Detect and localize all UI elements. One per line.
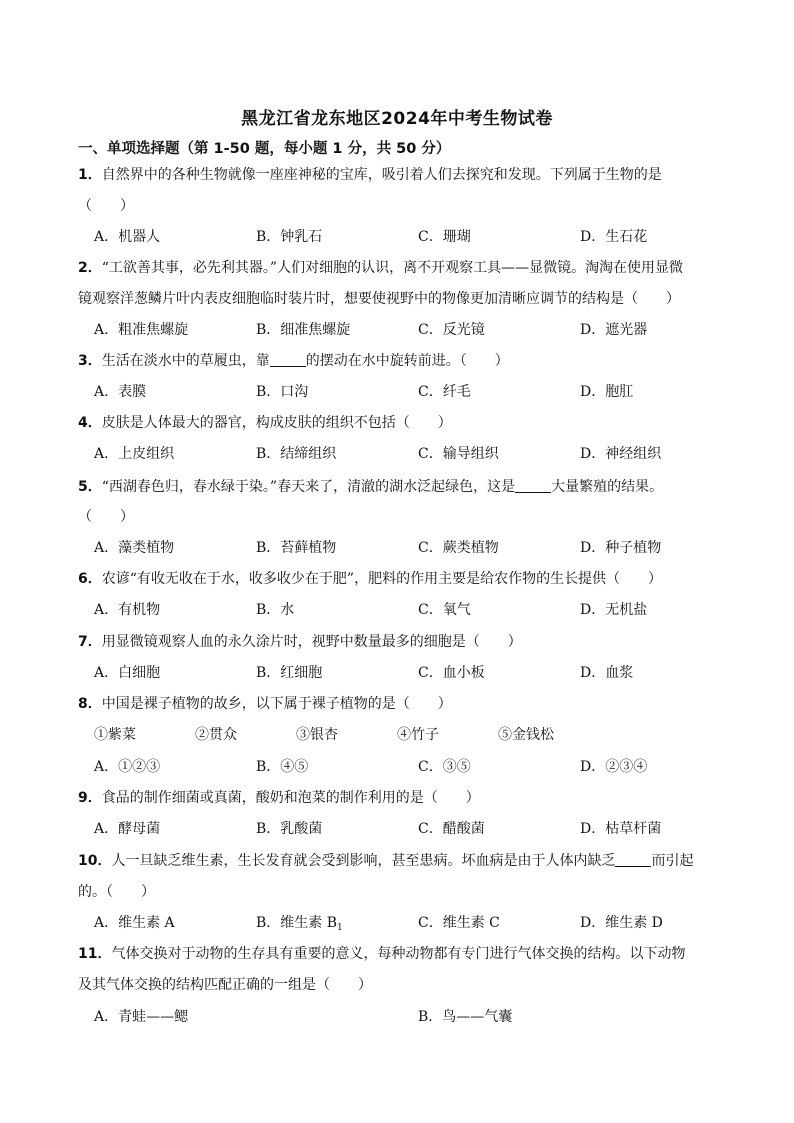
question-3 [78,351,509,371]
options-row [94,227,734,247]
question-5 [78,477,663,497]
question-text-cont: （ ） [78,198,134,214]
option-a[interactable]: A．上皮组织 [94,446,175,462]
option-b[interactable]: B．细准焦螺旋 [256,322,351,338]
question-number: 3． [78,353,102,369]
option-c[interactable]: C．珊瑚 [418,229,471,245]
question-number: 10． [78,853,112,869]
option-c[interactable]: C．氧气 [418,602,471,618]
options-row [94,913,734,933]
plant-items-row [94,725,734,745]
question-text: 农谚“有收无收在于水，收多收少在于肥”，肥料的作用主要是给农作物的生长提供（ ） [101,571,663,587]
plant-item: ⑤金钱松 [498,727,554,743]
question-text: 生活在淡水中的草履虫，靠 [101,353,270,369]
question-text: 的摆动在水中旋转前进。（ ） [305,353,509,369]
option-a[interactable]: A．①②③ [94,759,161,775]
plant-item: ②贯众 [195,727,237,743]
option-b[interactable]: B．乳酸菌 [256,821,323,837]
option-b[interactable]: B．结缔组织 [256,446,337,462]
page-title: 黑龙江省龙东地区2024年中考生物试卷 [241,109,553,129]
question-text: 皮肤是人体最大的器官，构成皮肤的组织不包括（ ） [101,415,452,431]
subscript: 1 [337,923,343,933]
question-text-cont: 及其气体交换的结构匹配正确的一组是（ ） [78,977,372,993]
options-row [94,1007,734,1027]
plant-item: ①紫菜 [94,727,136,743]
option-c[interactable]: C．蕨类植物 [418,540,499,556]
option-a[interactable]: A．藻类植物 [94,540,175,556]
option-c[interactable]: C．醋酸菌 [418,821,485,837]
option-a[interactable]: A．粗准焦螺旋 [94,322,189,338]
answer-blank [515,478,551,493]
question-number: 5． [78,479,102,495]
question-text: 气体交换对于动物的生存具有重要的意义，每种动物都有专门进行气体交换的结构。以下动物 [111,946,686,962]
option-d[interactable]: D．②③④ [580,759,648,775]
option-d[interactable]: D．神经组织 [580,446,662,462]
question-4 [78,413,452,433]
question-text-cont: 镜观察洋葱鳞片叶内表皮细胞临时装片时，想要使视野中的物像更加清晰应调节的结构是（ ） [78,291,680,307]
option-c[interactable]: C．③⑤ [418,759,471,775]
question-number: 8． [78,696,102,712]
question-text: 用显微镜观察人血的永久涂片时，视野中数量最多的细胞是（ ） [101,634,522,650]
question-number: 1． [78,167,102,183]
option-c[interactable]: C．反光镜 [418,322,485,338]
option-b-text: B．维生素 B [256,915,338,931]
answer-blank [615,852,651,867]
question-text: “西湖春色归，春水绿于染。”春天来了，清澈的湖水泛起绿色，这是 [101,479,516,495]
question-text-cont: （ ） [78,509,134,525]
option-b[interactable]: B．苔藓植物 [256,540,337,556]
option-a[interactable]: A．有机物 [94,602,161,618]
question-number: 2． [78,260,102,276]
option-c[interactable]: C．维生素 C [418,915,500,931]
option-d[interactable]: D．胞肛 [580,384,634,400]
option-a[interactable]: A．机器人 [94,229,161,245]
option-d[interactable]: D．血浆 [580,665,634,681]
question-text: 人一旦缺乏维生素，生长发育就会受到影响，甚至患病。坏血病是由于人体内缺乏 [111,853,616,869]
question-text: 食品的制作细菌或真菌，酸奶和泡菜的制作利用的是（ ） [101,790,480,806]
plant-item: ③银杏 [296,727,338,743]
question-text: 而引起 [651,853,694,869]
question-text: 自然界中的各种生物就像一座座神秘的宝库，吸引着人们去探究和发现。下列属于生物的是 [101,167,662,183]
question-number: 4． [78,415,102,431]
plant-item: ④竹子 [397,727,439,743]
question-text: 大量繁殖的结果。 [551,479,664,495]
option-b[interactable]: B．鸟——气囊 [418,1009,513,1025]
option-c[interactable]: C．输导组织 [418,446,499,462]
option-d[interactable]: D．维生素 D [580,915,663,931]
option-c[interactable]: C．血小板 [418,665,485,681]
option-a[interactable]: A．维生素 A [94,915,175,931]
options-row [94,663,734,683]
question-1 [78,165,662,185]
option-a[interactable]: A．表膜 [94,384,147,400]
option-b[interactable]: B．口沟 [256,384,309,400]
question-number: 7． [78,634,102,650]
option-d[interactable]: D．种子植物 [580,540,662,556]
option-d[interactable]: D．无机盐 [580,602,648,618]
options-row [94,819,734,839]
option-b[interactable]: B．红细胞 [256,665,323,681]
question-number: 9． [78,790,102,806]
question-number: 6． [78,571,102,587]
question-2 [78,258,683,278]
option-b[interactable] [256,913,343,933]
option-b[interactable]: B．④⑤ [256,759,309,775]
question-10 [78,851,693,871]
option-d[interactable]: D．枯草杆菌 [580,821,662,837]
options-row [94,600,734,620]
option-a[interactable]: A．青蛙——鳃 [94,1009,189,1025]
options-row [94,757,734,777]
option-a[interactable]: A．酵母菌 [94,821,161,837]
question-7 [78,632,522,652]
question-11 [78,944,685,964]
answer-blank [270,352,306,367]
option-b[interactable]: B．水 [256,602,295,618]
option-c[interactable]: C．纤毛 [418,384,471,400]
question-8 [78,694,452,714]
question-9 [78,788,480,808]
options-row [94,320,734,340]
section-heading: 一、单项选择题（第 1-50 题，每小题 1 分，共 50 分） [78,141,451,157]
question-text-cont: 的。（ ） [78,884,155,900]
options-row [94,538,734,558]
option-d[interactable]: D．生石花 [580,229,648,245]
option-a[interactable]: A．白细胞 [94,665,161,681]
question-number: 11． [78,946,112,962]
question-text: “工欲善其事，必先利其器。”人们对细胞的认识，离不开观察工具——显微镜。淘淘在使用显微 [101,260,684,276]
question-6 [78,569,662,589]
option-b[interactable]: B．钟乳石 [256,229,323,245]
options-row [94,444,734,464]
options-row [94,382,734,402]
option-d[interactable]: D．遮光器 [580,322,648,338]
question-text: 中国是裸子植物的故乡，以下属于裸子植物的是（ ） [101,696,452,712]
